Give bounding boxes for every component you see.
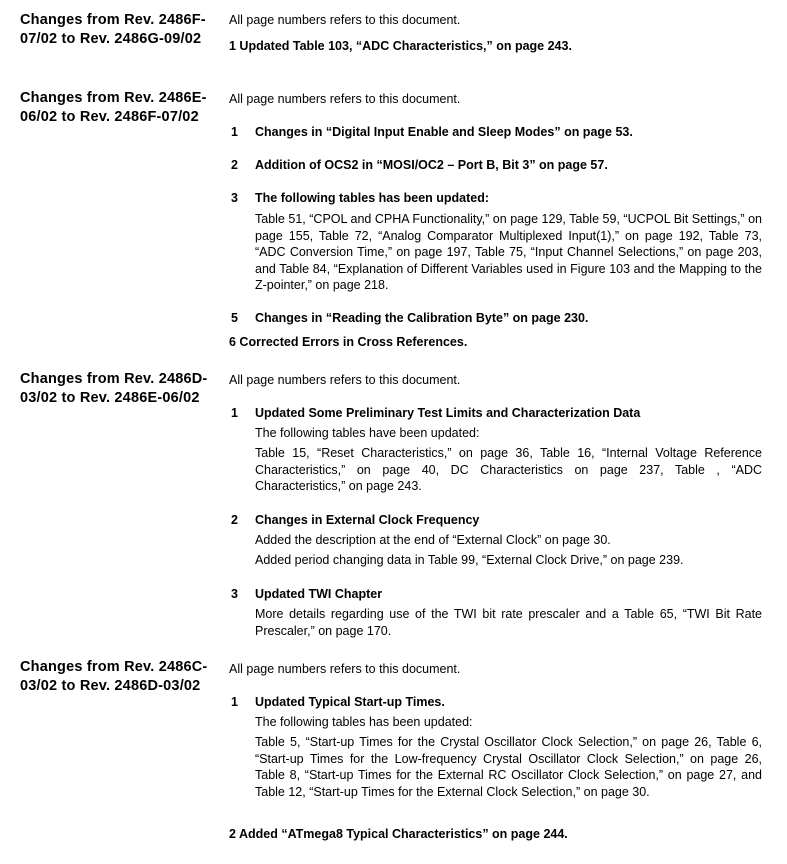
item-body: Table 51, “CPOL and CPHA Functionality,” on page 129, Table 59, “UCPOL Bit Settings,” on page 155, Table 72, “Analog Comparator Multiplexed Input(1),” on page 192, Table 73, “ADC Conversion Time,” on page 197, Table 75, “Input Channel Selections,” on page 203, and Table 84, “Explanation of Different Variables used in Figure 103 and the Mapping to the Z-pointer,” on page 218. bbox=[255, 212, 762, 292]
item-number: 1 bbox=[231, 125, 238, 139]
change-item: 1 Updated Table 103, “ADC Characteristics,” on page 243. bbox=[229, 39, 572, 53]
item-line: The following tables have been updated: bbox=[255, 426, 480, 440]
change-item: 2 Added “ATmega8 Typical Characteristics” on page 244. bbox=[229, 827, 568, 841]
change-item: 6 Corrected Errors in Cross References. bbox=[229, 335, 468, 349]
item-number: 3 bbox=[231, 191, 238, 205]
item-number: 1 bbox=[231, 695, 238, 709]
section-heading: Changes from Rev. 2486F-07/02 to Rev. 2486G-09/02 bbox=[20, 12, 206, 47]
intro-text: All page numbers refers to this document. bbox=[229, 662, 461, 676]
item-line: Added period changing data in Table 99, “External Clock Drive,” on page 239. bbox=[255, 553, 684, 567]
section-heading: Changes from Rev. 2486D-03/02 to Rev. 2486E-06/02 bbox=[20, 371, 208, 406]
intro-text: All page numbers refers to this document. bbox=[229, 373, 461, 387]
item-title: The following tables has been updated: bbox=[255, 191, 490, 205]
item-title: Updated Typical Start-up Times. bbox=[255, 695, 445, 709]
item-number: 3 bbox=[231, 587, 238, 601]
intro-text: All page numbers refers to this document. bbox=[229, 92, 461, 106]
item-title: Changes in “Digital Input Enable and Sleep Modes” on page 53. bbox=[255, 125, 633, 139]
item-body: Table 15, “Reset Characteristics,” on page 36, Table 16, “Internal Voltage Reference Characteristics,” on page 40, DC Characteristics on page 237, Table , “ADC Characteristics,” on page 243. bbox=[255, 446, 762, 493]
item-number: 5 bbox=[231, 311, 238, 325]
item-number: 2 bbox=[231, 513, 238, 527]
item-title: Addition of OCS2 in “MOSI/OC2 – Port B, Bit 3” on page 57. bbox=[255, 158, 608, 172]
item-line: The following tables has been updated: bbox=[255, 715, 473, 729]
section-heading: Changes from Rev. 2486E-06/02 to Rev. 2486F-07/02 bbox=[20, 90, 207, 125]
item-title: Updated Some Preliminary Test Limits and Characterization Data bbox=[255, 406, 641, 420]
section-heading: Changes from Rev. 2486C-03/02 to Rev. 2486D-03/02 bbox=[20, 659, 208, 694]
item-body: Table 5, “Start-up Times for the Crystal Oscillator Clock Selection,” on page 26, Table 6, “Start-up Times for the Low-frequency Crystal Oscillator Clock Selection,” on page 26, Table 8, “Start-up Times for the External RC Oscillator Clock Selection,” on page 27, and Table 12, “Start-up Times for the External Clock Selection,” on page 30. bbox=[255, 735, 762, 799]
item-title: Updated TWI Chapter bbox=[255, 587, 383, 601]
item-body: More details regarding use of the TWI bit rate prescaler and a Table 65, “TWI Bit Rate Prescaler,” on page 170. bbox=[255, 607, 762, 638]
item-number: 2 bbox=[231, 158, 238, 172]
item-line: Added the description at the end of “External Clock” on page 30. bbox=[255, 533, 611, 547]
intro-text: All page numbers refers to this document. bbox=[229, 13, 461, 27]
item-title: Changes in External Clock Frequency bbox=[255, 513, 480, 527]
item-number: 1 bbox=[231, 406, 238, 420]
item-title: Changes in “Reading the Calibration Byte” on page 230. bbox=[255, 311, 589, 325]
